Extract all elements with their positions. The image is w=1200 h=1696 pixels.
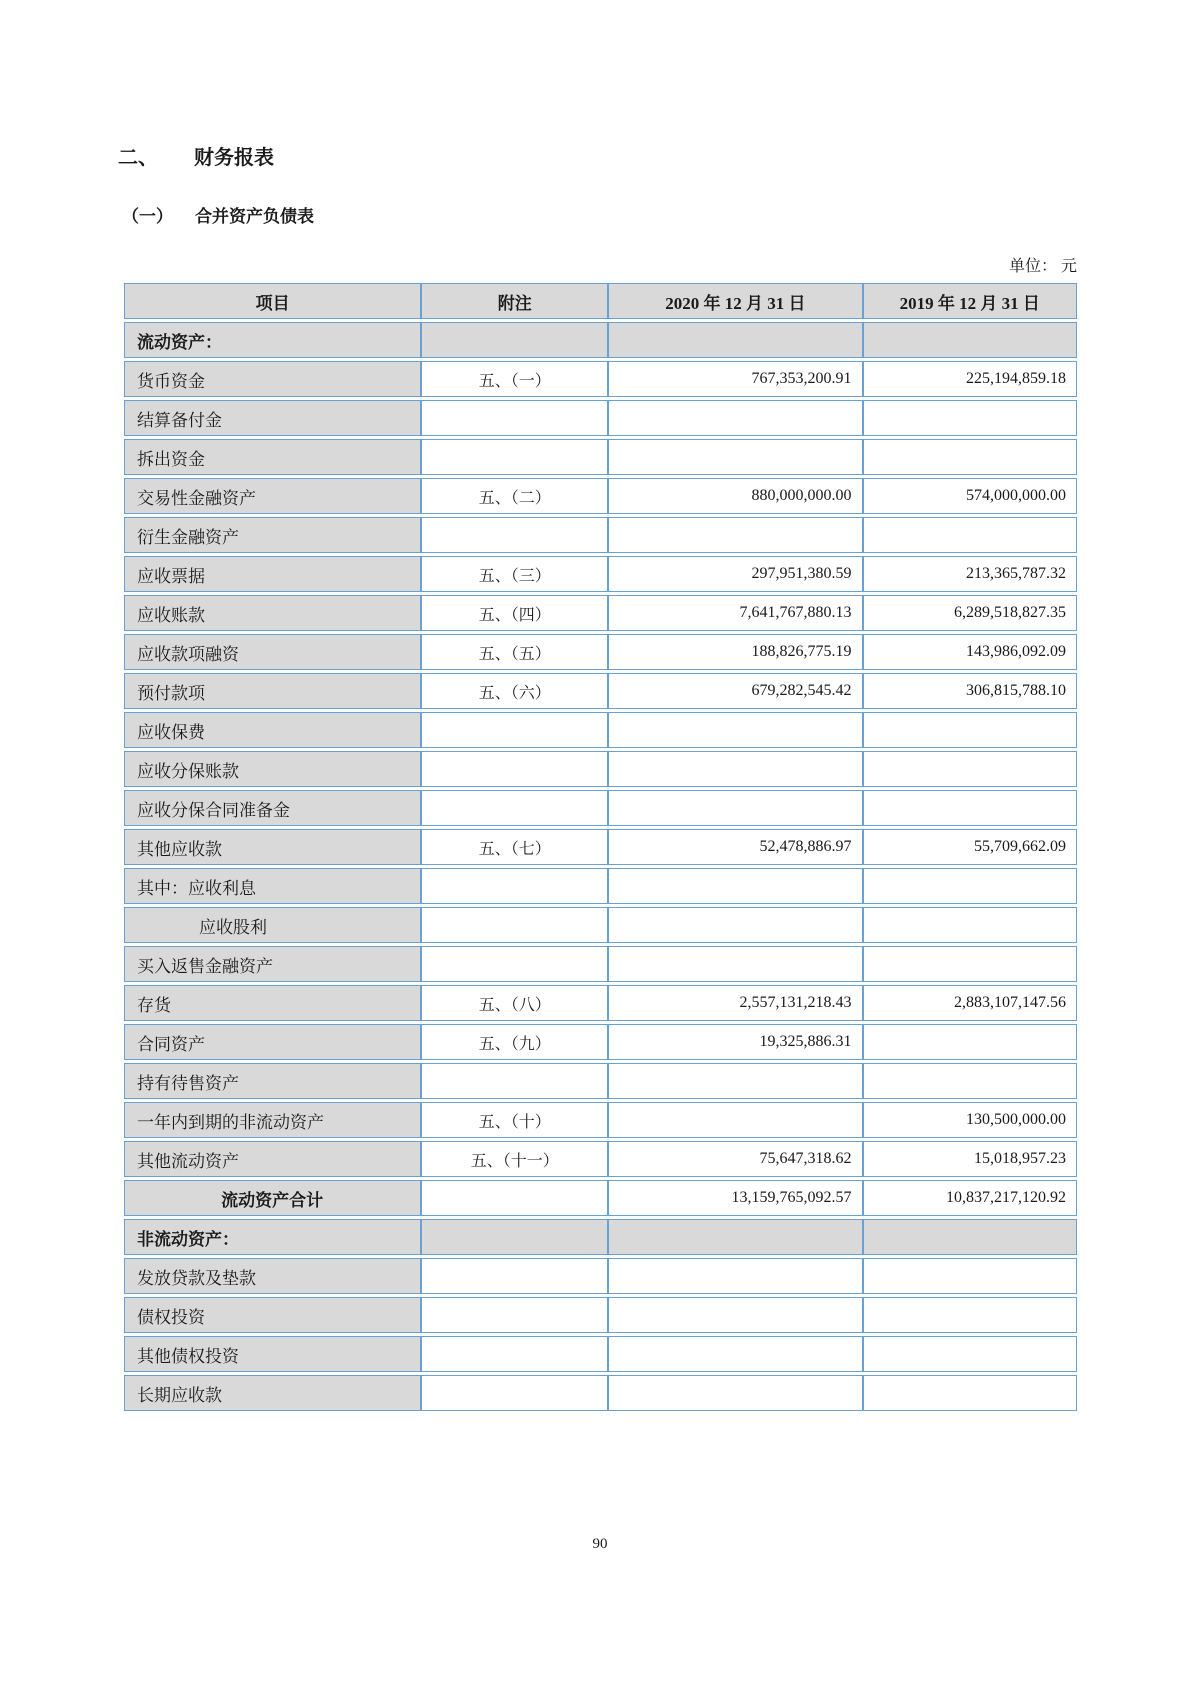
item-label-cell: 应收保费 [124, 712, 421, 748]
value-2020-cell: 297,951,380.59 [608, 556, 862, 592]
column-header-2019: 2019 年 12 月 31 日 [863, 283, 1077, 319]
table-row [124, 1336, 1077, 1372]
note-cell [421, 1375, 608, 1411]
value-2020-cell: 767,353,200.91 [608, 361, 862, 397]
item-label-cell: 拆出资金 [124, 439, 421, 475]
unit-label: 单位： 元 [1008, 258, 1077, 275]
table-row [124, 1297, 1077, 1333]
value-2020-cell [608, 1375, 862, 1411]
value-2019-cell [863, 439, 1077, 475]
subsection-heading [122, 202, 314, 227]
column-header-note: 附注 [421, 283, 608, 319]
item-label-cell: 交易性金融资产 [124, 478, 421, 514]
item-label-cell: 流动资产： [124, 322, 421, 358]
item-label-cell: 应收账款 [124, 595, 421, 631]
table-row [124, 673, 1077, 709]
value-2020-cell: 75,647,318.62 [608, 1141, 862, 1177]
value-2020-cell [608, 1219, 862, 1255]
note-cell [421, 439, 608, 475]
note-cell [421, 712, 608, 748]
value-2019-cell: 6,289,518,827.35 [863, 595, 1077, 631]
note-cell: 五、（十） [421, 1102, 608, 1138]
note-cell [421, 1063, 608, 1099]
item-label-cell: 其中：应收利息 [124, 868, 421, 904]
table-row [124, 1219, 1077, 1255]
value-2019-cell [863, 1258, 1077, 1294]
value-2019-cell [863, 868, 1077, 904]
value-2019-cell [863, 790, 1077, 826]
value-2020-cell: 2,557,131,218.43 [608, 985, 862, 1021]
note-cell [421, 790, 608, 826]
table-row [124, 478, 1077, 514]
value-2020-cell: 13,159,765,092.57 [608, 1180, 862, 1216]
value-2020-cell [608, 790, 862, 826]
value-2020-cell [608, 1102, 862, 1138]
note-cell: 五、（九） [421, 1024, 608, 1060]
table-row [124, 907, 1077, 943]
value-2019-cell: 10,837,217,120.92 [863, 1180, 1077, 1216]
value-2019-cell: 306,815,788.10 [863, 673, 1077, 709]
note-cell: 五、（四） [421, 595, 608, 631]
table-row [124, 868, 1077, 904]
section-number: 二、 [118, 147, 158, 169]
value-2019-cell [863, 322, 1077, 358]
table-row [124, 1375, 1077, 1411]
note-cell [421, 517, 608, 553]
value-2020-cell [608, 946, 862, 982]
value-2020-cell: 880,000,000.00 [608, 478, 862, 514]
value-2020-cell [608, 517, 862, 553]
table-row [124, 517, 1077, 553]
value-2019-cell [863, 1063, 1077, 1099]
balance-sheet-table-container [124, 280, 1077, 1414]
value-2020-cell [608, 1258, 862, 1294]
note-cell: 五、（十一） [421, 1141, 608, 1177]
value-2019-cell [863, 751, 1077, 787]
balance-sheet-table [124, 280, 1077, 1414]
value-2019-cell: 143,986,092.09 [863, 634, 1077, 670]
item-label-cell: 非流动资产： [124, 1219, 421, 1255]
item-label-cell: 一年内到期的非流动资产 [124, 1102, 421, 1138]
item-label-cell: 债权投资 [124, 1297, 421, 1333]
value-2019-cell [863, 1297, 1077, 1333]
table-row [124, 439, 1077, 475]
value-2020-cell: 19,325,886.31 [608, 1024, 862, 1060]
column-header-2020: 2020 年 12 月 31 日 [608, 283, 862, 319]
item-label-cell: 买入返售金融资产 [124, 946, 421, 982]
item-label-cell: 应收分保账款 [124, 751, 421, 787]
value-2020-cell [608, 439, 862, 475]
item-label-cell: 应收款项融资 [124, 634, 421, 670]
value-2020-cell [608, 1063, 862, 1099]
table-body [124, 322, 1077, 1411]
value-2020-cell [608, 868, 862, 904]
item-label-cell: 存货 [124, 985, 421, 1021]
table-row [124, 361, 1077, 397]
note-cell [421, 322, 608, 358]
value-2019-cell: 225,194,859.18 [863, 361, 1077, 397]
column-header-item: 项目 [124, 283, 421, 319]
value-2020-cell [608, 712, 862, 748]
item-label-cell: 应收票据 [124, 556, 421, 592]
table-row [124, 400, 1077, 436]
value-2020-cell [608, 1336, 862, 1372]
value-2020-cell [608, 751, 862, 787]
item-label-cell: 其他流动资产 [124, 1141, 421, 1177]
table-row [124, 595, 1077, 631]
table-row [124, 946, 1077, 982]
note-cell [421, 1219, 608, 1255]
item-label-cell: 长期应收款 [124, 1375, 421, 1411]
item-label-cell: 预付款项 [124, 673, 421, 709]
subsection-title: 合并资产负债表 [195, 207, 314, 226]
item-label-cell: 合同资产 [124, 1024, 421, 1060]
note-cell [421, 907, 608, 943]
note-cell: 五、（五） [421, 634, 608, 670]
value-2019-cell: 55,709,662.09 [863, 829, 1077, 865]
table-row [124, 985, 1077, 1021]
value-2019-cell: 213,365,787.32 [863, 556, 1077, 592]
item-label-cell: 发放贷款及垫款 [124, 1258, 421, 1294]
value-2020-cell: 679,282,545.42 [608, 673, 862, 709]
value-2019-cell [863, 1024, 1077, 1060]
table-row [124, 751, 1077, 787]
value-2020-cell: 7,641,767,880.13 [608, 595, 862, 631]
item-label-cell: 结算备付金 [124, 400, 421, 436]
item-label-cell: 流动资产合计 [124, 1180, 421, 1216]
value-2020-cell: 188,826,775.19 [608, 634, 862, 670]
value-2019-cell [863, 400, 1077, 436]
note-cell: 五、（七） [421, 829, 608, 865]
table-row [124, 1141, 1077, 1177]
table-row [124, 790, 1077, 826]
value-2019-cell: 2,883,107,147.56 [863, 985, 1077, 1021]
value-2020-cell [608, 400, 862, 436]
page-number: 90 [592, 1536, 608, 1552]
note-cell: 五、（六） [421, 673, 608, 709]
value-2020-cell [608, 907, 862, 943]
value-2019-cell [863, 907, 1077, 943]
value-2019-cell: 15,018,957.23 [863, 1141, 1077, 1177]
item-label-cell: 持有待售资产 [124, 1063, 421, 1099]
table-header-row [124, 283, 1077, 319]
value-2019-cell [863, 712, 1077, 748]
note-cell [421, 1180, 608, 1216]
note-cell [421, 400, 608, 436]
table-row [124, 634, 1077, 670]
note-cell: 五、（三） [421, 556, 608, 592]
table-row [124, 712, 1077, 748]
table-row [124, 1102, 1077, 1138]
table-row [124, 1024, 1077, 1060]
value-2019-cell [863, 1219, 1077, 1255]
note-cell [421, 946, 608, 982]
value-2019-cell: 130,500,000.00 [863, 1102, 1077, 1138]
table-row [124, 1063, 1077, 1099]
value-2020-cell [608, 322, 862, 358]
table-row [124, 1180, 1077, 1216]
note-cell [421, 751, 608, 787]
subsection-number: （一） [122, 207, 173, 226]
section-title: 财务报表 [194, 147, 274, 169]
item-label-cell: 货币资金 [124, 361, 421, 397]
value-2019-cell [863, 517, 1077, 553]
item-label-cell: 其他应收款 [124, 829, 421, 865]
value-2020-cell [608, 1297, 862, 1333]
note-cell: 五、（二） [421, 478, 608, 514]
value-2020-cell: 52,478,886.97 [608, 829, 862, 865]
note-cell [421, 1258, 608, 1294]
item-label-cell: 应收分保合同准备金 [124, 790, 421, 826]
value-2019-cell [863, 1336, 1077, 1372]
note-cell: 五、（一） [421, 361, 608, 397]
table-row [124, 1258, 1077, 1294]
note-cell [421, 1297, 608, 1333]
value-2019-cell [863, 946, 1077, 982]
note-cell [421, 1336, 608, 1372]
value-2019-cell [863, 1375, 1077, 1411]
value-2019-cell: 574,000,000.00 [863, 478, 1077, 514]
table-row [124, 829, 1077, 865]
item-label-cell: 衍生金融资产 [124, 517, 421, 553]
table-row [124, 556, 1077, 592]
note-cell [421, 868, 608, 904]
note-cell: 五、（八） [421, 985, 608, 1021]
table-row [124, 322, 1077, 358]
item-label-cell: 应收股利 [124, 907, 421, 943]
item-label-cell: 其他债权投资 [124, 1336, 421, 1372]
section-heading [118, 141, 274, 170]
